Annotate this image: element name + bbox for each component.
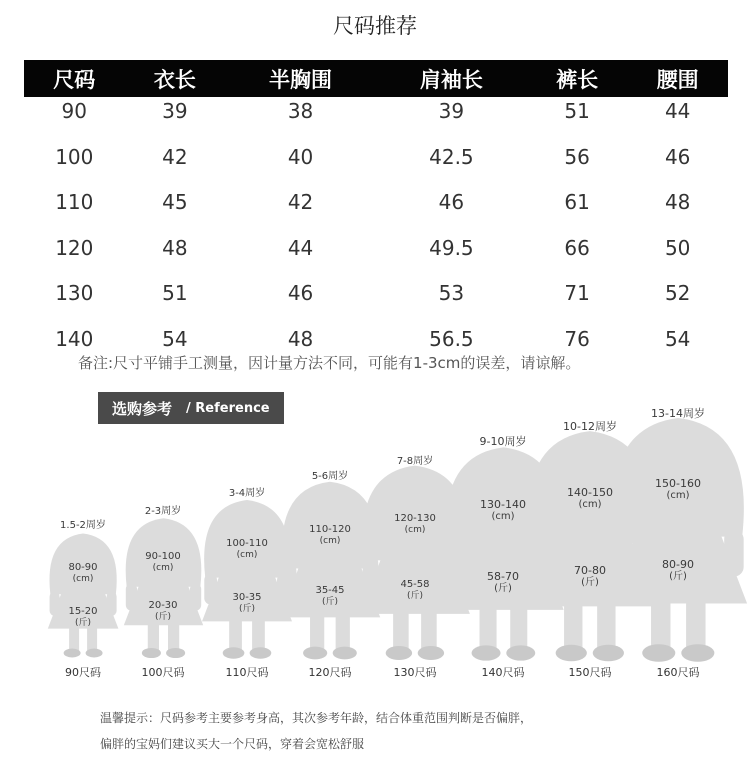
- cell-size: 90: [61, 99, 87, 123]
- child-silhouette-icon: [609, 0, 748, 690]
- weight-unit: (斤): [74, 617, 91, 628]
- weight-value: 80-90: [662, 558, 694, 572]
- weight-unit: (斤): [154, 611, 172, 622]
- size-label: 100尺码: [141, 666, 185, 679]
- size-label: 110尺码: [225, 666, 269, 679]
- cell-shoulder-sleeve: 56.5: [429, 326, 474, 351]
- height-unit: (cm): [491, 511, 515, 523]
- cell-half-chest: 44: [287, 235, 314, 260]
- size-label: 160尺码: [656, 666, 700, 679]
- age-label: 2-3周岁: [144, 506, 182, 517]
- height-unit: (cm): [578, 499, 602, 511]
- cell-half-chest: 38: [287, 99, 314, 123]
- height-unit: (cm): [404, 524, 426, 535]
- age-label: 13-14周岁: [651, 407, 705, 420]
- reference-subtitle: / Reference: [186, 400, 270, 416]
- weight-unit: (斤): [494, 583, 512, 595]
- tip-line-2: 偏胖的宝妈们建议买大一个尺码，穿着会宽松舒服: [100, 737, 365, 751]
- weight-unit: (斤): [581, 576, 599, 588]
- cell-waist: 46: [664, 144, 691, 169]
- height-value: 150-160: [655, 476, 701, 490]
- weight-value: 58-70: [487, 570, 519, 584]
- age-label: 7-8周岁: [396, 456, 434, 467]
- cell-waist: 52: [664, 281, 691, 306]
- kid-figure: [125, 0, 202, 690]
- age-label: 10-12周岁: [563, 420, 617, 433]
- weight-value: 15-20: [68, 605, 98, 617]
- cell-shoulder-sleeve: 42.5: [429, 144, 474, 169]
- cell-size: 100: [55, 144, 94, 169]
- size-label: 90尺码: [64, 666, 101, 679]
- cell-pants-length: 51: [564, 99, 590, 123]
- weight-unit: (斤): [406, 590, 423, 601]
- weight-value: 20-30: [148, 599, 178, 611]
- cell-length: 42: [162, 144, 188, 169]
- page-title: 尺码推荐: [333, 14, 417, 38]
- cell-shoulder-sleeve: 39: [438, 99, 465, 123]
- size-label: 150尺码: [568, 666, 612, 679]
- height-unit: (cm): [666, 489, 690, 501]
- age-label: 9-10周岁: [479, 435, 527, 448]
- kid-figure: [49, 0, 117, 690]
- column-header-waist: 腰围: [656, 67, 699, 92]
- weight-value: 35-45: [315, 585, 345, 597]
- cell-half-chest: 46: [287, 281, 314, 306]
- child-silhouette-icon: [49, 0, 117, 690]
- cell-shoulder-sleeve: 49.5: [429, 235, 474, 260]
- cell-pants-length: 61: [564, 190, 590, 215]
- cell-half-chest: 48: [287, 326, 314, 351]
- cell-pants-length: 71: [564, 281, 590, 306]
- column-header-half-chest: 半胸围: [269, 67, 333, 92]
- cell-length: 51: [162, 281, 188, 306]
- cell-size: 130: [55, 281, 94, 306]
- height-value: 110-120: [309, 524, 351, 536]
- cell-length: 48: [162, 235, 188, 260]
- child-silhouette-icon: [125, 0, 202, 690]
- cell-size: 110: [55, 190, 94, 215]
- tip-line-1: 温馨提示：尺码参考主要参考身高，其次参考年龄，结合体重范围判断是否偏胖，: [100, 711, 533, 725]
- cell-pants-length: 66: [564, 235, 590, 260]
- cell-half-chest: 42: [287, 190, 314, 215]
- cell-waist: 50: [664, 235, 691, 260]
- weight-value: 45-58: [400, 578, 430, 590]
- size-label: 140尺码: [481, 666, 525, 679]
- height-value: 80-90: [68, 562, 98, 574]
- reference-title: 选购参考: [112, 399, 173, 418]
- measurement-note: 备注:尺寸平铺手工测量，因计量方法不同，可能有1-3cm的误差，请谅解。: [78, 354, 581, 372]
- weight-unit: (斤): [669, 571, 687, 583]
- cell-size: 120: [55, 235, 94, 260]
- height-unit: (cm): [152, 563, 174, 574]
- age-label: 5-6周岁: [311, 471, 349, 482]
- weight-unit: (斤): [238, 604, 256, 615]
- size-label: 120尺码: [308, 666, 352, 679]
- height-value: 130-140: [480, 498, 526, 512]
- cell-length: 39: [162, 99, 188, 123]
- column-header-length: 衣长: [153, 67, 196, 92]
- height-value: 120-130: [394, 512, 436, 524]
- column-header-shoulder-sleeve: 肩袖长: [419, 67, 483, 92]
- weight-value: 70-80: [574, 563, 606, 577]
- height-unit: (cm): [236, 549, 258, 560]
- cell-waist: 54: [664, 326, 691, 351]
- cell-length: 45: [162, 190, 188, 215]
- height-value: 140-150: [567, 486, 613, 500]
- kid-figure: [203, 0, 291, 690]
- weight-value: 30-35: [232, 592, 262, 604]
- cell-shoulder-sleeve: 53: [438, 281, 465, 306]
- height-unit: (cm): [319, 536, 341, 547]
- column-header-pants-length: 裤长: [556, 67, 599, 92]
- weight-unit: (斤): [321, 597, 338, 608]
- cell-size: 140: [55, 326, 94, 351]
- cell-half-chest: 40: [287, 144, 314, 169]
- child-silhouette-icon: [203, 0, 291, 690]
- cell-waist: 44: [664, 99, 691, 123]
- cell-length: 54: [162, 326, 188, 351]
- age-label: 3-4周岁: [228, 488, 266, 499]
- kid-figure: [609, 0, 748, 690]
- height-value: 100-110: [226, 537, 268, 549]
- cell-waist: 48: [664, 190, 691, 215]
- height-value: 90-100: [145, 551, 181, 563]
- size-label: 130尺码: [393, 666, 437, 679]
- age-label: 1.5-2周岁: [60, 520, 106, 531]
- cell-shoulder-sleeve: 46: [438, 190, 465, 215]
- column-header-size: 尺码: [53, 67, 96, 92]
- cell-pants-length: 76: [564, 326, 590, 351]
- height-unit: (cm): [72, 574, 94, 585]
- cell-pants-length: 56: [564, 144, 590, 169]
